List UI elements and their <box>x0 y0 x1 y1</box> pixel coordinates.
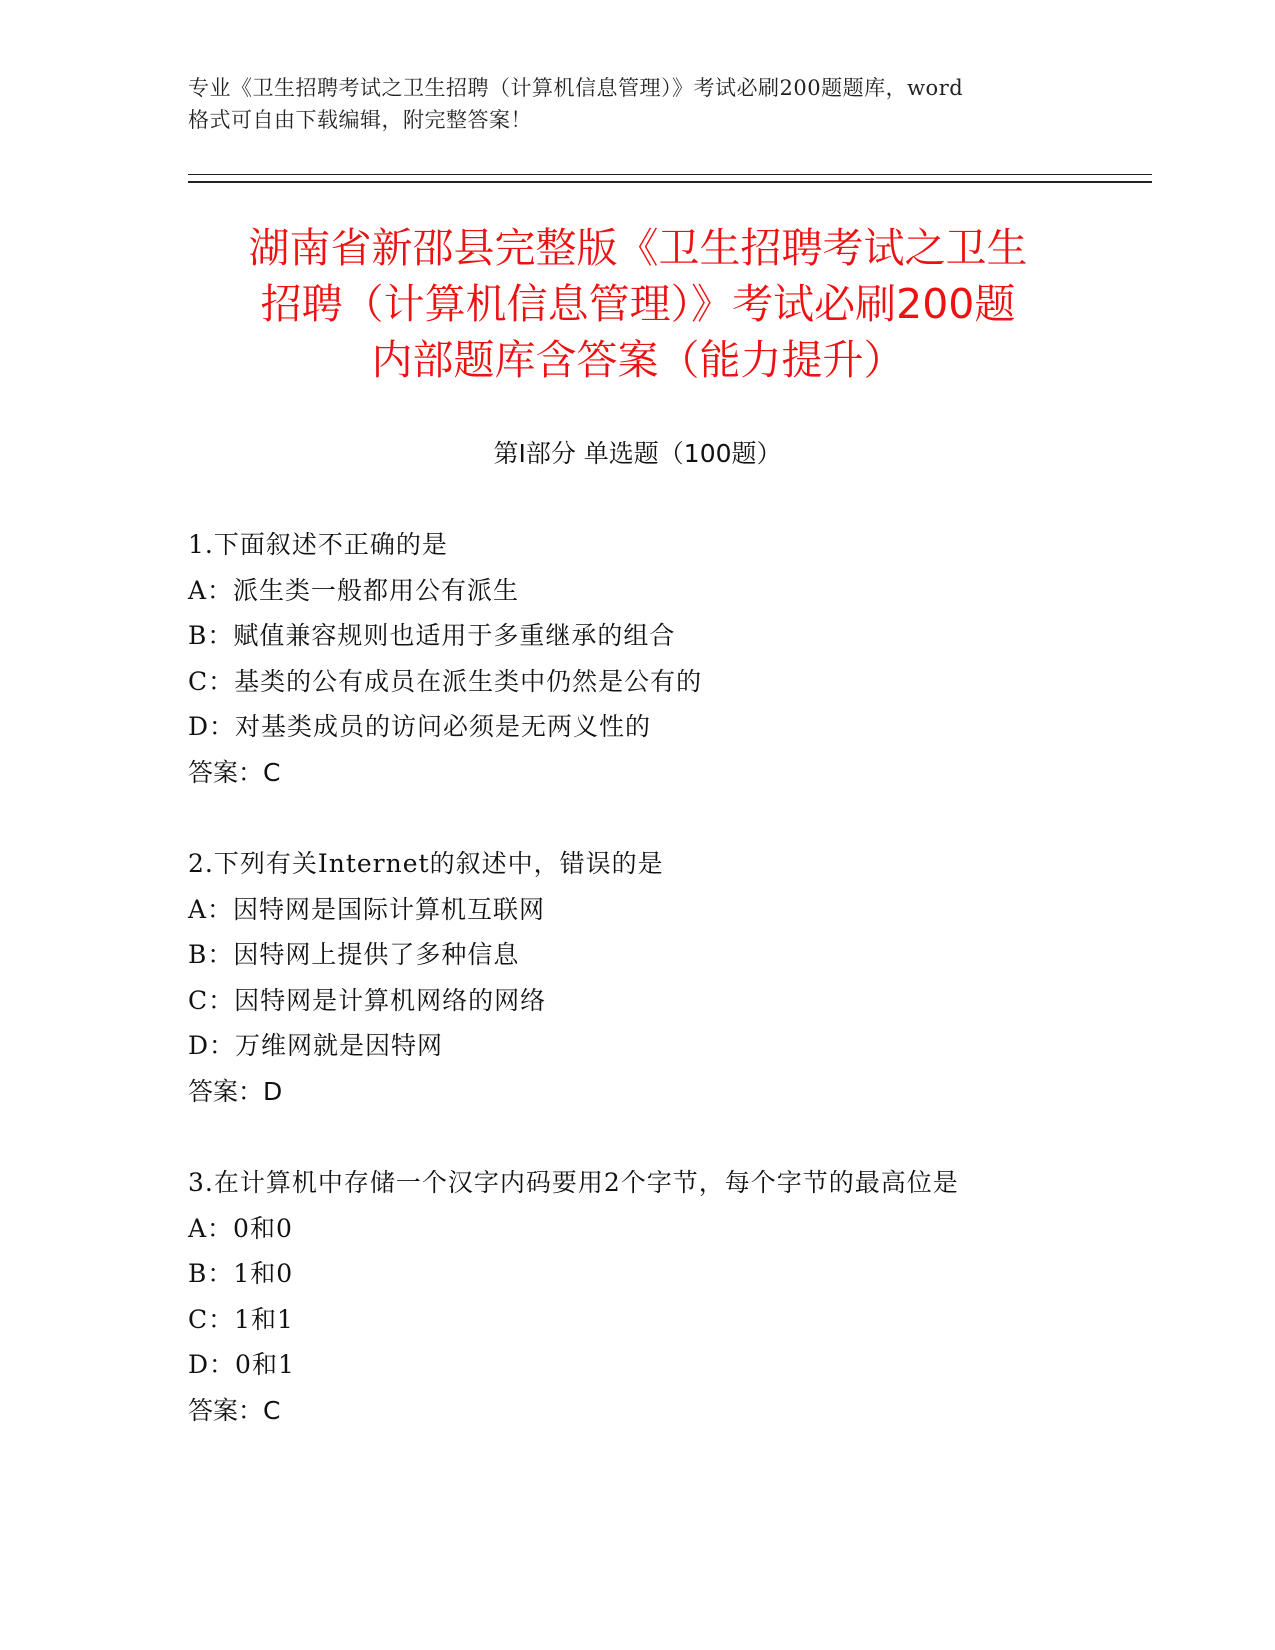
option-d: D：0和1 <box>188 1350 295 1379</box>
document-title <box>188 220 1088 388</box>
option-c: C：1和1 <box>188 1304 294 1334</box>
option-a: A：派生类一般都用公有派生 <box>188 575 520 605</box>
document-title-line-3: 内部题库含答案（能力提升） <box>371 336 905 384</box>
section-title: 第Ⅰ部分 单选题（100题） <box>493 439 782 468</box>
option-b: B：赋值兼容规则也适用于多重继承的组合 <box>188 621 676 650</box>
question-2 <box>188 841 1148 1114</box>
question-stem: 1.下面叙述不正确的是 <box>188 530 448 559</box>
question-3 <box>188 1160 1148 1433</box>
question-stem: 3.在计算机中存储一个汉字内码要用2个字节，每个字节的最高位是 <box>188 1168 959 1197</box>
answer: 答案：D <box>188 1076 283 1106</box>
header-divider-top <box>188 174 1152 175</box>
header-note <box>188 72 1088 136</box>
header-divider-bottom <box>188 181 1152 183</box>
header-note-line-1: 专业《卫生招聘考试之卫生招聘（计算机信息管理）》考试必刷200题题库，word <box>188 76 964 100</box>
answer: 答案：C <box>188 1395 281 1425</box>
option-c: C：基类的公有成员在派生类中仍然是公有的 <box>188 666 703 696</box>
option-b: B：因特网上提供了多种信息 <box>188 940 520 969</box>
document-title-line-2: 招聘（计算机信息管理）》考试必刷200题 <box>260 280 1016 328</box>
question-stem: 2.下列有关Internet的叙述中，错误的是 <box>188 849 664 878</box>
option-a: A：0和0 <box>188 1213 293 1243</box>
header-note-line-2: 格式可自由下载编辑，附完整答案！ <box>188 108 532 132</box>
document-title-line-1: 湖南省新邵县完整版《卫生招聘考试之卫生 <box>248 224 1028 272</box>
option-d: D：万维网就是因特网 <box>188 1031 444 1060</box>
option-a: A：因特网是国际计算机互联网 <box>188 894 546 924</box>
option-d: D：对基类成员的访问必须是无两义性的 <box>188 712 652 741</box>
option-c: C：因特网是计算机网络的网络 <box>188 985 547 1015</box>
answer: 答案：C <box>188 757 281 787</box>
question-1 <box>188 522 1148 795</box>
option-b: B：1和0 <box>188 1259 294 1288</box>
